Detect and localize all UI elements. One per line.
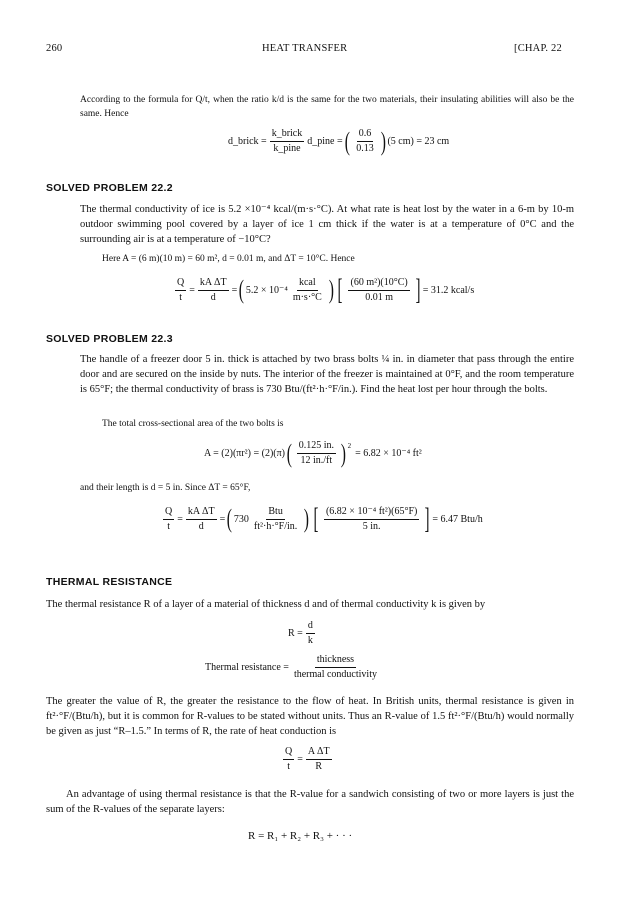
eq-mid: d_pine = (307, 136, 343, 147)
eq-num: k_brick (270, 128, 305, 142)
eq-bracket-n: (60 m²)(10°C) (348, 277, 409, 291)
eq-coef: 5.2 × 10⁻⁴ (245, 284, 288, 296)
page-number: 260 (46, 43, 63, 54)
rw-d: thermal conductivity (293, 669, 377, 680)
area-d: 12 in./ft (300, 455, 333, 466)
area-lhs: A = (2)(πr²) = (2)(π) (204, 448, 286, 459)
eq-bracket-d: 0.01 m (365, 291, 393, 303)
eq-unit-d: m·s·°C (292, 291, 322, 303)
chapter-label: [CHAP. 22 (514, 43, 562, 54)
heading-thermal-resistance: THERMAL RESISTANCE (46, 576, 173, 588)
eq-ka: kA ΔT (186, 506, 217, 520)
area-n: 0.125 in. (297, 440, 336, 454)
rate-equation: $\frac{Q}{t}$ = $\frac{\text{A ΔT}}{R}$ (285, 746, 330, 772)
r-n: d (306, 620, 315, 634)
intro-text: According to the formula for Q/t, when the ratio k/d is the same for the two materials, their insulating abilities will also be the same. Hence (80, 95, 574, 119)
rate-q: Q (283, 746, 294, 760)
eq-rhs: (5 cm) = 23 cm (387, 136, 450, 147)
resistance-word-equation (205, 654, 382, 681)
eq-den: k_pine (273, 143, 301, 154)
eq-unit-n: Btu (266, 506, 284, 520)
eq-q: Q (175, 277, 186, 291)
r-d: k (307, 635, 313, 646)
running-title: HEAT TRANSFER (262, 43, 348, 54)
rw-n: thickness (315, 654, 356, 668)
eq-bracket-n: (6.82 × 10⁻⁴ ft²)(65°F) (324, 506, 419, 520)
area-equation: A = (2)(πr²) = (2)(π) ( $\frac{0.125 in.}{12 in./ft}$ ) $^2$ = 6.82 × 10⁻⁴ ft² (204, 438, 422, 468)
rw-lhs: Thermal resistance = (205, 662, 289, 673)
eq-lhs: d_brick = (228, 136, 267, 147)
r-lhs: R = (288, 628, 303, 639)
thermal-resistance-def: The thermal resistance R of a layer of a material of thickness d and of thermal conductivity k is given by (46, 599, 486, 610)
area-exp: 2 (347, 442, 352, 450)
length-text: and their length is d = 5 in. Since ΔT = 65°F, (80, 483, 251, 493)
eq-unit-n: kcal (297, 277, 318, 291)
sum-equation: R = R₁ + R₂ + R₃ + · · · (248, 830, 353, 842)
eq-result: = 31.2 kcal/s (422, 284, 475, 296)
problem-22-2-statement: The thermal conductivity of ice is 5.2 ×10⁻⁴ kcal/(m·s·°C). At what rate is heat lost by the water in a 6-m by 10-m outdoor swimming pool covered by a layer of ice 1 cm thick if the water is at a temperature of 0°C and the surrounding air is at a temperature of −10°C? (80, 204, 574, 246)
eq-q: Q (163, 506, 174, 520)
intro-equation: d_brick = $\frac{\text{k\_brick}}{\text{k\_pine}}$ d_pine = ( $\frac{0.6}{0.13}$ ) (5 cm) = 23 cm (228, 126, 450, 156)
rate-t: t (287, 761, 290, 772)
eq-d: d (198, 520, 204, 532)
eq-pnum: 0.6 (357, 128, 374, 142)
area-rhs: = 6.82 × 10⁻⁴ ft² (355, 448, 422, 459)
eq-t: t (167, 520, 170, 532)
rate-d: R (315, 761, 323, 772)
eq-bracket-d: 5 in. (362, 520, 381, 532)
problem-22-2-equation: $\frac{Q}{t}$ = $\frac{\text{kA ΔT}}{d}$ = ( 5.2 × 10⁻⁴ $\frac{\text{kcal}}{m\cdot s\cdot^\circ C}$ ) [ $\frac{\text{(60 m²)(10°C)}}{0.01 m}$ ] = 31.2 kcal/s (177, 273, 475, 306)
area-intro: The total cross-sectional area of the two bolts is (102, 419, 284, 429)
eq-unit-d: ft²·h·°F/in. (253, 520, 298, 532)
rate-n: A ΔT (306, 746, 332, 760)
eq-coef: 730 (233, 513, 249, 525)
r-equation (288, 620, 318, 647)
problem-22-3-equation: $\frac{Q}{t}$ = $\frac{\text{kA ΔT}}{d}$ = ( 730 $\frac{\text{Btu}}{\text{ft²·h·°F/in.}}$ ) [ $\frac{\text{(6.82 × 10⁻⁴ ft²)(65°F)}}{5 in.}$ ] = 6.47 Btu/h (165, 502, 483, 535)
thermal-resistance-para: The greater the value of R, the greater the resistance to the flow of heat. In British units, thermal resistance is given in ft²·°F/(Btu/h), but it is common for R-values to be stated without units. Thus an R-value of 1.5 ft²·°F/(Btu/h) would normally be given as just “R–1.5.” In terms of R, the rate of heat conduction is (46, 696, 574, 738)
problem-22-2-given: Here A = (6 m)(10 m) = 60 m², d = 0.01 m, and ΔT = 10°C. Hence (102, 254, 355, 264)
eq-pden: 0.13 (356, 143, 374, 154)
eq-d: d (210, 291, 216, 303)
eq-ka: kA ΔT (198, 277, 229, 291)
thermal-resistance-para2: An advantage of using thermal resistance is that the R-value for a sandwich consisting of two or more layers is just the sum of the R-values of the separate layers: (46, 789, 574, 816)
heading-problem-22-3: SOLVED PROBLEM 22.3 (46, 333, 173, 345)
problem-22-3-statement: The handle of a freezer door 5 in. thick is attached by two brass bolts ¼ in. in diameter that pass through the entire door and are secured on the inside by nuts. The interior of the freezer is maintained at 0°F, and the room temperature is 65°F; the thermal conductivity of brass is 730 Btu/(ft²·h·°F/in.). Find the heat lost per hour through the bolts. (80, 354, 574, 396)
eq-t: t (179, 291, 182, 303)
heading-problem-22-2: SOLVED PROBLEM 22.2 (46, 182, 173, 194)
eq-result: = 6.47 Btu/h (432, 513, 483, 525)
